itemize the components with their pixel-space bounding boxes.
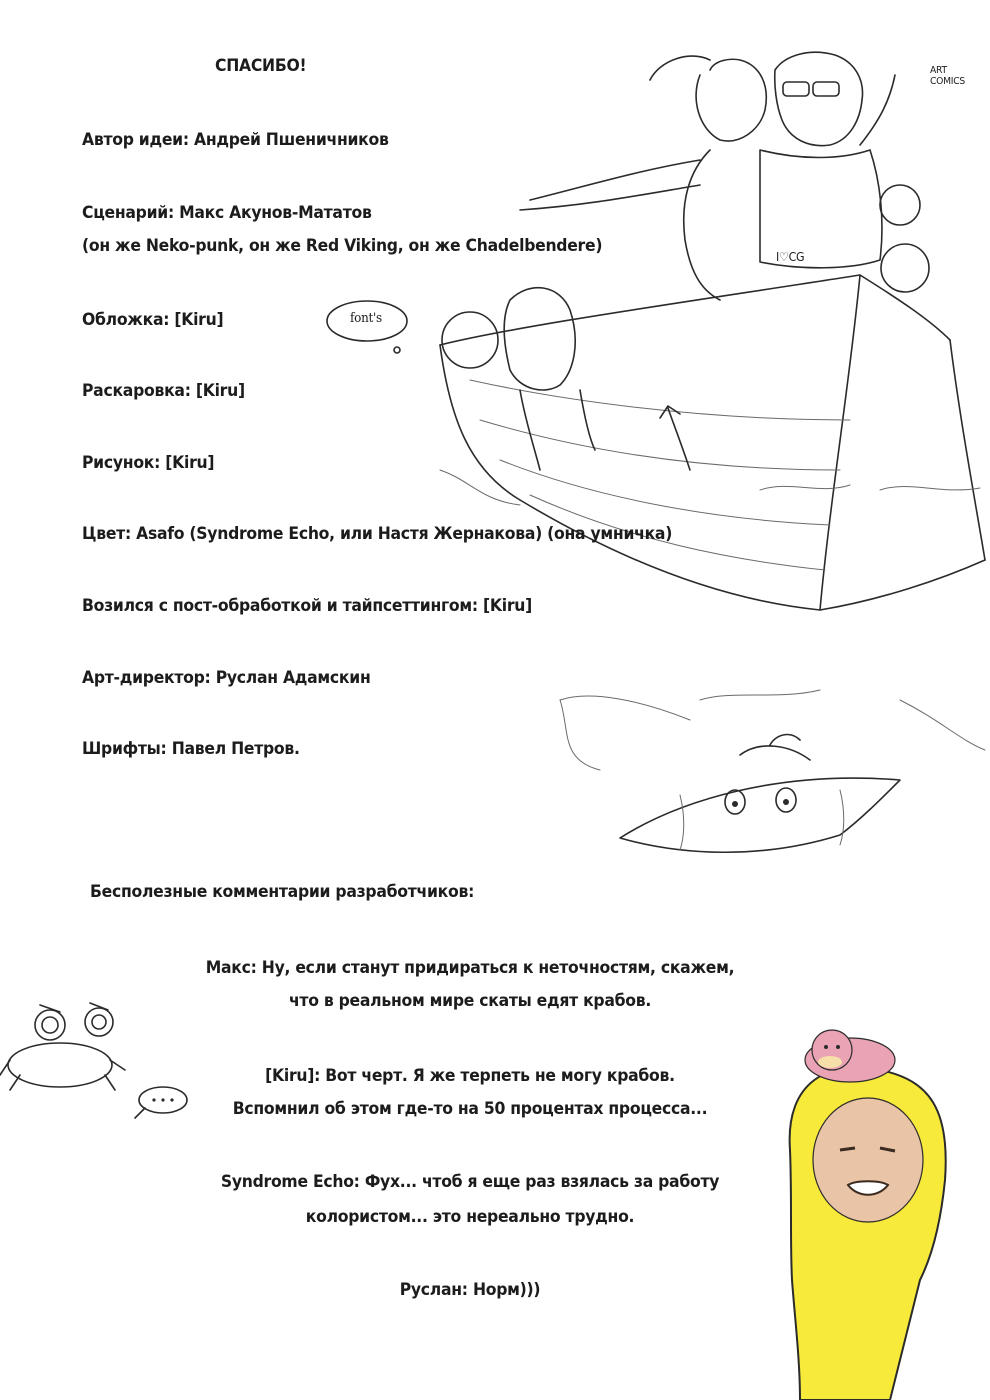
credit-inking: Раскаровка: [Kiru] <box>82 381 245 401</box>
credit-fonts: Шрифты: Павел Петров. <box>82 739 300 759</box>
comment-maks-line2: что в реальном мире скаты едят крабов. <box>288 991 652 1011</box>
speech-bubble-text: font's <box>350 311 382 326</box>
comment-ruslan: Руслан: Норм))) <box>399 1280 541 1300</box>
credit-script-aliases: (он же Neko-punk, он же Red Viking, он же Chadelbendere) <box>82 236 603 256</box>
comments-heading: Бесполезные комментарии разработчиков: <box>90 882 475 902</box>
comment-kiru-line1: [Kiru]: Вот черт. Я же терпеть не могу крабов. <box>265 1066 675 1086</box>
page-title: СПАСИБО! <box>215 56 307 76</box>
credit-art-director: Арт-директор: Руслан Адамскин <box>82 668 371 688</box>
credit-script: Сценарий: Макс Акунов-Мататов <box>82 203 372 223</box>
comment-echo-line2: колористом... это нереально трудно. <box>305 1207 635 1227</box>
credit-idea: Автор идеи: Андрей Пшеничников <box>82 130 389 150</box>
corner-text: ART COMICS <box>930 65 965 87</box>
comment-kiru-line2: Вспомнил об этом где-то на 50 процентах процесса... <box>232 1099 708 1119</box>
credit-cover: Обложка: [Kiru] <box>82 310 224 330</box>
comment-echo-line1: Syndrome Echo: Фух... чтоб я еще раз взялась за работу <box>220 1172 720 1192</box>
yellow-costume-figure <box>760 1020 990 1400</box>
credit-drawing: Рисунок: [Kiru] <box>82 453 215 473</box>
comment-maks-line1: Макс: Ну, если станут придираться к неточностям, скажем, <box>205 958 735 978</box>
credit-post-processing: Возился с пост-обработкой и тайпсеттингом: [Kiru] <box>82 596 532 616</box>
tshirt-text: I♡CG <box>776 250 805 264</box>
credit-color: Цвет: Asafo (Syndrome Echo, или Настя Жернакова) (она умничка) <box>82 524 673 544</box>
